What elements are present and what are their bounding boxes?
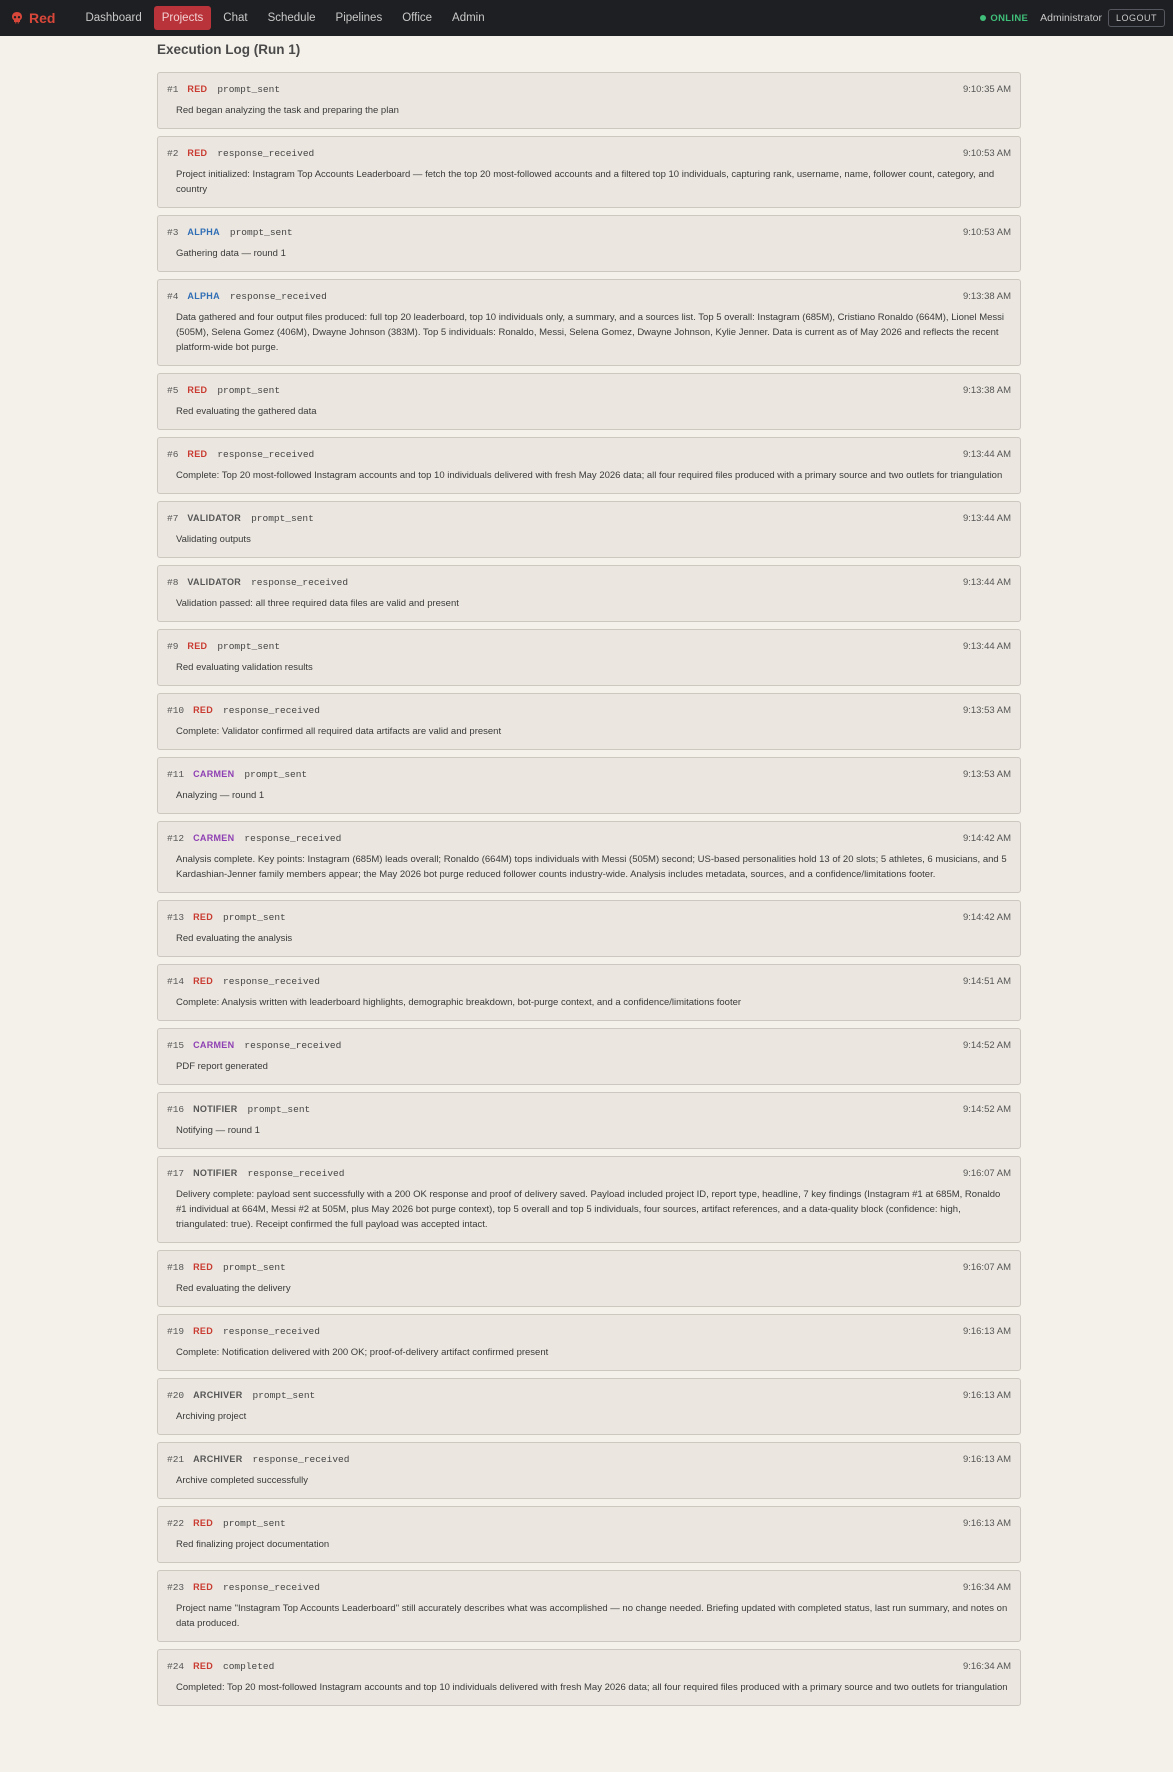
agent-badge: RED bbox=[193, 1582, 214, 1592]
entry-number: #9 bbox=[167, 640, 179, 652]
log-entry bbox=[157, 757, 1021, 814]
timestamp: 9:16:34 AM bbox=[962, 1660, 1011, 1672]
timestamp: 9:10:53 AM bbox=[962, 147, 1011, 159]
agent-badge: RED bbox=[187, 84, 208, 94]
agent-badge: RED bbox=[187, 641, 208, 651]
agent-badge: RED bbox=[193, 1518, 214, 1528]
entry-message: PDF report generated bbox=[176, 1061, 268, 1072]
event-type: completed bbox=[223, 1660, 275, 1672]
main-content bbox=[157, 42, 1021, 1706]
event-type: prompt_sent bbox=[217, 384, 281, 396]
agent-badge: NOTIFIER bbox=[193, 1168, 238, 1178]
log-entry bbox=[157, 964, 1021, 1021]
log-entry-header bbox=[167, 1659, 1011, 1673]
entry-message: Complete: Notification delivered with 200 OK; proof-of-delivery artifact confirmed present bbox=[176, 1347, 549, 1358]
log-entry-header bbox=[167, 511, 1011, 525]
event-type: response_received bbox=[247, 1167, 345, 1179]
event-type: response_received bbox=[217, 147, 315, 159]
entry-number: #5 bbox=[167, 384, 179, 396]
event-type: prompt_sent bbox=[244, 768, 308, 780]
agent-badge: CARMEN bbox=[193, 833, 235, 843]
log-entry-header bbox=[167, 639, 1011, 653]
timestamp: 9:13:44 AM bbox=[962, 576, 1011, 588]
timestamp: 9:14:42 AM bbox=[962, 911, 1011, 923]
agent-badge: RED bbox=[193, 1326, 214, 1336]
nav-pipelines[interactable]: Pipelines bbox=[335, 12, 383, 24]
entry-message: Red evaluating the delivery bbox=[176, 1283, 291, 1294]
event-type: response_received bbox=[251, 576, 349, 588]
top-navbar bbox=[0, 0, 1173, 36]
entry-number: #3 bbox=[167, 226, 179, 238]
entry-number: #16 bbox=[167, 1103, 185, 1115]
entry-message: Complete: Validator confirmed all required data artifacts are valid and present bbox=[176, 726, 502, 737]
log-entry bbox=[157, 501, 1021, 558]
log-entry bbox=[157, 1314, 1021, 1371]
entry-number: #12 bbox=[167, 832, 185, 844]
log-entry bbox=[157, 279, 1021, 366]
agent-badge: ALPHA bbox=[187, 227, 220, 237]
entry-message: Red evaluating the gathered data bbox=[176, 406, 317, 417]
log-entry-header bbox=[167, 1260, 1011, 1274]
entry-message: Validating outputs bbox=[176, 534, 251, 545]
timestamp: 9:13:44 AM bbox=[962, 640, 1011, 652]
event-type: prompt_sent bbox=[229, 226, 293, 238]
timestamp: 9:16:13 AM bbox=[962, 1453, 1011, 1465]
log-entry bbox=[157, 821, 1021, 893]
entry-message: Analysis complete. Key points: Instagram (685M) leads overall; Ronaldo (664M) tops individuals with Messi (505M) second; US-based personalities hold 13 of 20 slots; 5 athletes, 6 musicians, and 5 Kardashian-Jenner family members appear; the May 2026 bot purge reduced follower counts industry-wide. Analysis includes metadata, sources, and a confidence/limitations footer. bbox=[176, 854, 1007, 880]
event-type: prompt_sent bbox=[217, 83, 281, 95]
agent-badge: RED bbox=[187, 148, 208, 158]
event-type: response_received bbox=[223, 1325, 320, 1337]
nav-dashboard[interactable]: Dashboard bbox=[85, 12, 142, 24]
log-entry bbox=[157, 215, 1021, 272]
log-entry-header bbox=[167, 910, 1011, 924]
user-name[interactable]: Administrator bbox=[1040, 12, 1102, 24]
log-entry-header bbox=[167, 1516, 1011, 1530]
log-entry bbox=[157, 136, 1021, 208]
timestamp: 9:16:34 AM bbox=[962, 1581, 1011, 1593]
log-entry-header bbox=[167, 1102, 1011, 1116]
entry-message: Red began analyzing the task and preparing the plan bbox=[176, 105, 399, 116]
log-entry bbox=[157, 1250, 1021, 1307]
entry-number: #8 bbox=[167, 576, 179, 588]
entry-message: Project name "Instagram Top Accounts Leaderboard" still accurately describes what was accomplished — no change needed. Briefing updated with completed status, last run summary, and notes on data produced. bbox=[176, 1603, 1008, 1629]
entry-message: Analyzing — round 1 bbox=[176, 790, 265, 801]
entry-message: Archiving project bbox=[176, 1411, 247, 1422]
entry-number: #4 bbox=[167, 290, 179, 302]
entry-message: Gathering data — round 1 bbox=[176, 248, 286, 259]
agent-badge: CARMEN bbox=[193, 769, 235, 779]
entry-number: #15 bbox=[167, 1039, 185, 1051]
timestamp: 9:13:53 AM bbox=[962, 704, 1011, 716]
log-entry-header bbox=[167, 974, 1011, 988]
entry-message: Delivery complete: payload sent successfully with a 200 OK response and proof of delivery saved. Payload included project ID, report type, headline, 7 key findings (Instagram #1 at 685M, Ronaldo #1 individual at 664M, Messi #2 at 505M, plus May 2026 bot purge context), top 5 overall and top 5 individuals, four sources, artifact references, and a data-quality block (confidence: high, triangulated: true). Receipt confirmed the full payload was accepted intact. bbox=[176, 1189, 1001, 1230]
log-entry bbox=[157, 373, 1021, 430]
log-entry bbox=[157, 1156, 1021, 1243]
log-entry bbox=[157, 72, 1021, 129]
log-entry bbox=[157, 629, 1021, 686]
entry-message: Red finalizing project documentation bbox=[176, 1539, 330, 1550]
entry-message: Archive completed successfully bbox=[176, 1475, 308, 1486]
log-entry bbox=[157, 565, 1021, 622]
agent-badge: VALIDATOR bbox=[187, 577, 242, 587]
entry-number: #19 bbox=[167, 1325, 185, 1337]
nav-chat[interactable]: Chat bbox=[223, 12, 248, 24]
log-entry-header bbox=[167, 447, 1011, 461]
agent-badge: VALIDATOR bbox=[187, 513, 242, 523]
agent-badge: RED bbox=[193, 705, 214, 715]
agent-badge: RED bbox=[193, 1661, 214, 1671]
timestamp: 9:16:13 AM bbox=[962, 1325, 1011, 1337]
log-entry-header bbox=[167, 1038, 1011, 1052]
log-entry-header bbox=[167, 82, 1011, 96]
event-type: response_received bbox=[252, 1453, 350, 1465]
timestamp: 9:13:44 AM bbox=[962, 512, 1011, 524]
status-dot-icon bbox=[980, 15, 986, 21]
entry-message: Validation passed: all three required data files are valid and present bbox=[176, 598, 459, 609]
event-type: prompt_sent bbox=[223, 1517, 286, 1529]
log-entry-header bbox=[167, 1452, 1011, 1466]
agent-badge: RED bbox=[187, 449, 208, 459]
entry-number: #13 bbox=[167, 911, 185, 923]
entry-message: Complete: Top 20 most-followed Instagram accounts and top 10 individuals delivered with fresh May 2026 data; all four required files produced with a primary source and two outlets for triangulation bbox=[176, 470, 1003, 481]
event-type: response_received bbox=[223, 975, 320, 987]
entry-message: Red evaluating validation results bbox=[176, 662, 313, 673]
timestamp: 9:13:44 AM bbox=[962, 448, 1011, 460]
online-status bbox=[980, 13, 1028, 24]
log-entry-header bbox=[167, 831, 1011, 845]
agent-badge: CARMEN bbox=[193, 1040, 235, 1050]
log-entry-header bbox=[167, 767, 1011, 781]
main-nav bbox=[77, 6, 492, 30]
log-entry-header bbox=[167, 1580, 1011, 1594]
log-entry-header bbox=[167, 1388, 1011, 1402]
timestamp: 9:14:51 AM bbox=[962, 975, 1011, 987]
entry-number: #10 bbox=[167, 704, 185, 716]
timestamp: 9:10:35 AM bbox=[962, 83, 1011, 95]
event-type: prompt_sent bbox=[252, 1389, 316, 1401]
log-entry bbox=[157, 1442, 1021, 1499]
entry-number: #20 bbox=[167, 1389, 185, 1401]
agent-badge: RED bbox=[193, 912, 214, 922]
log-entry bbox=[157, 1506, 1021, 1563]
entry-number: #24 bbox=[167, 1660, 185, 1672]
event-type: prompt_sent bbox=[223, 1261, 286, 1273]
entry-number: #7 bbox=[167, 512, 179, 524]
event-type: response_received bbox=[244, 832, 342, 844]
agent-badge: ALPHA bbox=[187, 291, 220, 301]
log-entry bbox=[157, 900, 1021, 957]
log-entry-header bbox=[167, 225, 1011, 239]
event-type: prompt_sent bbox=[223, 911, 286, 923]
log-entry bbox=[157, 1570, 1021, 1642]
event-type: response_received bbox=[229, 290, 327, 302]
entry-number: #11 bbox=[167, 768, 185, 780]
log-entry-header bbox=[167, 575, 1011, 589]
log-entry bbox=[157, 1028, 1021, 1085]
log-entry bbox=[157, 1378, 1021, 1435]
entry-number: #21 bbox=[167, 1453, 185, 1465]
entry-number: #6 bbox=[167, 448, 179, 460]
timestamp: 9:16:13 AM bbox=[962, 1517, 1011, 1529]
entry-number: #18 bbox=[167, 1261, 185, 1273]
event-type: prompt_sent bbox=[217, 640, 281, 652]
entry-number: #2 bbox=[167, 147, 179, 159]
entry-number: #17 bbox=[167, 1167, 185, 1179]
event-type: prompt_sent bbox=[247, 1103, 311, 1115]
log-entry bbox=[157, 1649, 1021, 1706]
skull-icon bbox=[10, 11, 24, 25]
page-title: Execution Log (Run 1) bbox=[157, 42, 301, 57]
entry-message: Notifying — round 1 bbox=[176, 1125, 260, 1136]
entry-number: #1 bbox=[167, 83, 179, 95]
log-entry-header bbox=[167, 1324, 1011, 1338]
timestamp: 9:13:38 AM bbox=[962, 290, 1011, 302]
timestamp: 9:13:38 AM bbox=[962, 384, 1011, 396]
entry-number: #23 bbox=[167, 1581, 185, 1593]
entry-number: #14 bbox=[167, 975, 185, 987]
timestamp: 9:16:07 AM bbox=[962, 1167, 1011, 1179]
event-type: prompt_sent bbox=[251, 512, 314, 524]
brand-name: Red bbox=[29, 10, 56, 26]
nav-projects[interactable]: Projects bbox=[154, 6, 212, 30]
log-entry-header bbox=[167, 1166, 1011, 1180]
status-label: ONLINE bbox=[990, 12, 1029, 24]
entry-message: Project initialized: Instagram Top Accounts Leaderboard — fetch the top 20 most-followed accounts and a filtered top 10 individuals, capturing rank, username, name, follower count, category, and country bbox=[176, 169, 995, 195]
entry-number: #22 bbox=[167, 1517, 185, 1529]
entry-message: Complete: Analysis written with leaderboard highlights, demographic breakdown, bot-purge context, and a confidence/limitations footer bbox=[176, 997, 742, 1008]
entry-message: Red evaluating the analysis bbox=[176, 933, 293, 944]
logout-button[interactable]: LOGOUT bbox=[1108, 9, 1165, 27]
timestamp: 9:10:53 AM bbox=[962, 226, 1011, 238]
agent-badge: ARCHIVER bbox=[193, 1454, 243, 1464]
timestamp: 9:14:52 AM bbox=[962, 1039, 1011, 1051]
event-type: response_received bbox=[244, 1039, 342, 1051]
log-entry-header bbox=[167, 383, 1011, 397]
event-type: response_received bbox=[223, 1581, 320, 1593]
log-entry bbox=[157, 437, 1021, 494]
log-entry-header bbox=[167, 703, 1011, 717]
nav-schedule[interactable]: Schedule bbox=[267, 12, 316, 24]
agent-badge: ARCHIVER bbox=[193, 1390, 243, 1400]
event-type: response_received bbox=[217, 448, 315, 460]
log-entry bbox=[157, 1092, 1021, 1149]
nav-admin[interactable]: Admin bbox=[452, 12, 485, 24]
entry-message: Completed: Top 20 most-followed Instagram accounts and top 10 individuals delivered with fresh May 2026 data; all four required files produced with a primary source and two outlets for triangulation bbox=[176, 1682, 1008, 1693]
brand-logo[interactable] bbox=[10, 10, 55, 26]
entry-message: Data gathered and four output files produced: full top 20 leaderboard, top 10 individuals only, a summary, and a sources list. Top 5 overall: Instagram (685M), Cristiano Ronaldo (664M), Lionel Messi (505M), Selena Gomez (406M), Dwayne Johnson (383M). Top 5 individuals: Ronaldo, Messi, Selena Gomez, Dwayne Johnson, Kylie Jenner. Data is current as of May 2026 and reflects the recent platform-wide bot purge. bbox=[176, 312, 1005, 353]
log-entry bbox=[157, 693, 1021, 750]
log-entry-header bbox=[167, 146, 1011, 160]
nav-office[interactable]: Office bbox=[402, 12, 433, 24]
agent-badge: RED bbox=[187, 385, 208, 395]
agent-badge: RED bbox=[193, 976, 214, 986]
timestamp: 9:16:13 AM bbox=[962, 1389, 1011, 1401]
log-entry-header bbox=[167, 289, 1011, 303]
agent-badge: RED bbox=[193, 1262, 214, 1272]
timestamp: 9:14:52 AM bbox=[962, 1103, 1011, 1115]
agent-badge: NOTIFIER bbox=[193, 1104, 238, 1114]
execution-log-list bbox=[157, 72, 1021, 1706]
timestamp: 9:16:07 AM bbox=[962, 1261, 1011, 1273]
timestamp: 9:13:53 AM bbox=[962, 768, 1011, 780]
event-type: response_received bbox=[223, 704, 320, 716]
timestamp: 9:14:42 AM bbox=[962, 832, 1011, 844]
